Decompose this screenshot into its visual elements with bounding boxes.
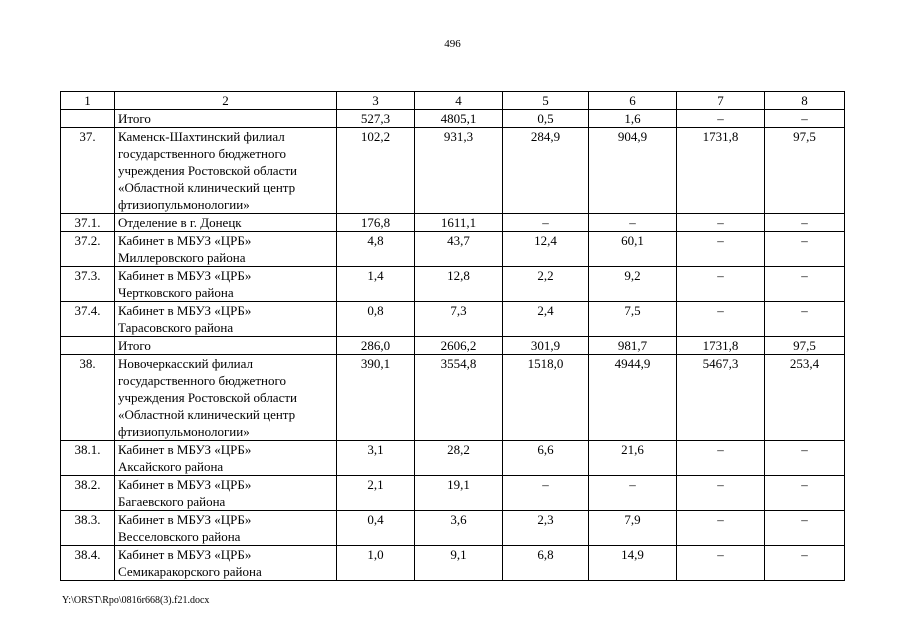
table-row: [61, 232, 845, 267]
table-header-row: [61, 92, 845, 110]
value-cell: –: [765, 110, 845, 128]
row-name-cell: Итого: [115, 337, 337, 355]
row-name-cell: Кабинет в МБУЗ «ЦРБ» Весселовского района: [115, 511, 337, 546]
value-cell: 1731,8: [677, 128, 765, 214]
value-cell: 9,1: [415, 546, 503, 581]
value-cell: 7,9: [589, 511, 677, 546]
value-cell: 390,1: [337, 355, 415, 441]
header-cell: 6: [589, 92, 677, 110]
value-cell: 7,3: [415, 302, 503, 337]
header-cell: 4: [415, 92, 503, 110]
value-cell: 6,8: [503, 546, 589, 581]
value-cell: 28,2: [415, 441, 503, 476]
value-cell: 2,4: [503, 302, 589, 337]
table-row: [61, 110, 845, 128]
value-cell: 1731,8: [677, 337, 765, 355]
header-cell: 1: [61, 92, 115, 110]
header-cell: 2: [115, 92, 337, 110]
value-cell: 1,0: [337, 546, 415, 581]
row-name-cell: Кабинет в МБУЗ «ЦРБ» Тарасовского района: [115, 302, 337, 337]
value-cell: 43,7: [415, 232, 503, 267]
value-cell: 97,5: [765, 128, 845, 214]
value-cell: 3,1: [337, 441, 415, 476]
value-cell: –: [765, 302, 845, 337]
row-number-cell: 37.1.: [61, 214, 115, 232]
value-cell: –: [765, 214, 845, 232]
file-path-footer: Y:\ORST\Rpo\0816r668(3).f21.docx: [62, 595, 210, 606]
table-row: [61, 337, 845, 355]
header-cell: 7: [677, 92, 765, 110]
value-cell: 9,2: [589, 267, 677, 302]
row-number-cell: 38.4.: [61, 546, 115, 581]
value-cell: 0,4: [337, 511, 415, 546]
row-name-cell: Каменск-Шахтинский филиал государственного бюджетного учреждения Ростовской области «Областной клинический центр фтизиопульмонологии»: [115, 128, 337, 214]
row-number-cell: [61, 337, 115, 355]
value-cell: 176,8: [337, 214, 415, 232]
value-cell: 286,0: [337, 337, 415, 355]
value-cell: 14,9: [589, 546, 677, 581]
data-table: [60, 91, 845, 581]
value-cell: 19,1: [415, 476, 503, 511]
value-cell: –: [765, 511, 845, 546]
value-cell: 0,5: [503, 110, 589, 128]
row-name-cell: Итого: [115, 110, 337, 128]
row-name-cell: Кабинет в МБУЗ «ЦРБ» Чертковского района: [115, 267, 337, 302]
value-cell: 102,2: [337, 128, 415, 214]
value-cell: –: [589, 476, 677, 511]
value-cell: –: [677, 441, 765, 476]
value-cell: 284,9: [503, 128, 589, 214]
value-cell: 4944,9: [589, 355, 677, 441]
value-cell: –: [589, 214, 677, 232]
table-row: [61, 128, 845, 214]
row-name-cell: Кабинет в МБУЗ «ЦРБ» Багаевского района: [115, 476, 337, 511]
header-cell: 8: [765, 92, 845, 110]
value-cell: 1,6: [589, 110, 677, 128]
row-name-cell: Кабинет в МБУЗ «ЦРБ» Миллеровского района: [115, 232, 337, 267]
value-cell: –: [677, 302, 765, 337]
value-cell: 0,8: [337, 302, 415, 337]
value-cell: –: [677, 232, 765, 267]
value-cell: –: [765, 546, 845, 581]
value-cell: 1,4: [337, 267, 415, 302]
table-body: [61, 92, 845, 581]
row-name-cell: Кабинет в МБУЗ «ЦРБ» Аксайского района: [115, 441, 337, 476]
header-cell: 3: [337, 92, 415, 110]
value-cell: 931,3: [415, 128, 503, 214]
value-cell: 981,7: [589, 337, 677, 355]
row-number-cell: 37.2.: [61, 232, 115, 267]
table-row: [61, 355, 845, 441]
row-number-cell: 38.1.: [61, 441, 115, 476]
row-number-cell: 37.4.: [61, 302, 115, 337]
value-cell: –: [503, 214, 589, 232]
value-cell: 4805,1: [415, 110, 503, 128]
value-cell: 1518,0: [503, 355, 589, 441]
value-cell: –: [677, 476, 765, 511]
row-number-cell: 38.3.: [61, 511, 115, 546]
value-cell: 527,3: [337, 110, 415, 128]
value-cell: 6,6: [503, 441, 589, 476]
row-name-cell: Отделение в г. Донецк: [115, 214, 337, 232]
value-cell: –: [765, 232, 845, 267]
value-cell: –: [677, 511, 765, 546]
table-row: [61, 546, 845, 581]
header-cell: 5: [503, 92, 589, 110]
table-row: [61, 214, 845, 232]
value-cell: 2,1: [337, 476, 415, 511]
table-row: [61, 441, 845, 476]
value-cell: –: [765, 441, 845, 476]
value-cell: –: [765, 476, 845, 511]
value-cell: 2606,2: [415, 337, 503, 355]
value-cell: 12,8: [415, 267, 503, 302]
row-name-cell: Новочеркасский филиал государственного бюджетного учреждения Ростовской области «Областной клинический центр фтизиопульмонологии»: [115, 355, 337, 441]
value-cell: –: [765, 267, 845, 302]
table-row: [61, 511, 845, 546]
value-cell: –: [503, 476, 589, 511]
value-cell: 21,6: [589, 441, 677, 476]
value-cell: 97,5: [765, 337, 845, 355]
value-cell: –: [677, 267, 765, 302]
value-cell: 2,2: [503, 267, 589, 302]
value-cell: 60,1: [589, 232, 677, 267]
value-cell: –: [677, 110, 765, 128]
value-cell: 1611,1: [415, 214, 503, 232]
row-number-cell: 38.: [61, 355, 115, 441]
table-row: [61, 302, 845, 337]
value-cell: 5467,3: [677, 355, 765, 441]
value-cell: –: [677, 214, 765, 232]
value-cell: 904,9: [589, 128, 677, 214]
value-cell: 12,4: [503, 232, 589, 267]
value-cell: 301,9: [503, 337, 589, 355]
row-number-cell: 38.2.: [61, 476, 115, 511]
value-cell: 253,4: [765, 355, 845, 441]
value-cell: 3554,8: [415, 355, 503, 441]
table-row: [61, 267, 845, 302]
value-cell: 4,8: [337, 232, 415, 267]
row-number-cell: 37.3.: [61, 267, 115, 302]
value-cell: 3,6: [415, 511, 503, 546]
row-number-cell: [61, 110, 115, 128]
page-number: 496: [444, 38, 461, 50]
row-number-cell: 37.: [61, 128, 115, 214]
value-cell: –: [677, 546, 765, 581]
value-cell: 7,5: [589, 302, 677, 337]
row-name-cell: Кабинет в МБУЗ «ЦРБ» Семикаракорского района: [115, 546, 337, 581]
value-cell: 2,3: [503, 511, 589, 546]
table-row: [61, 476, 845, 511]
